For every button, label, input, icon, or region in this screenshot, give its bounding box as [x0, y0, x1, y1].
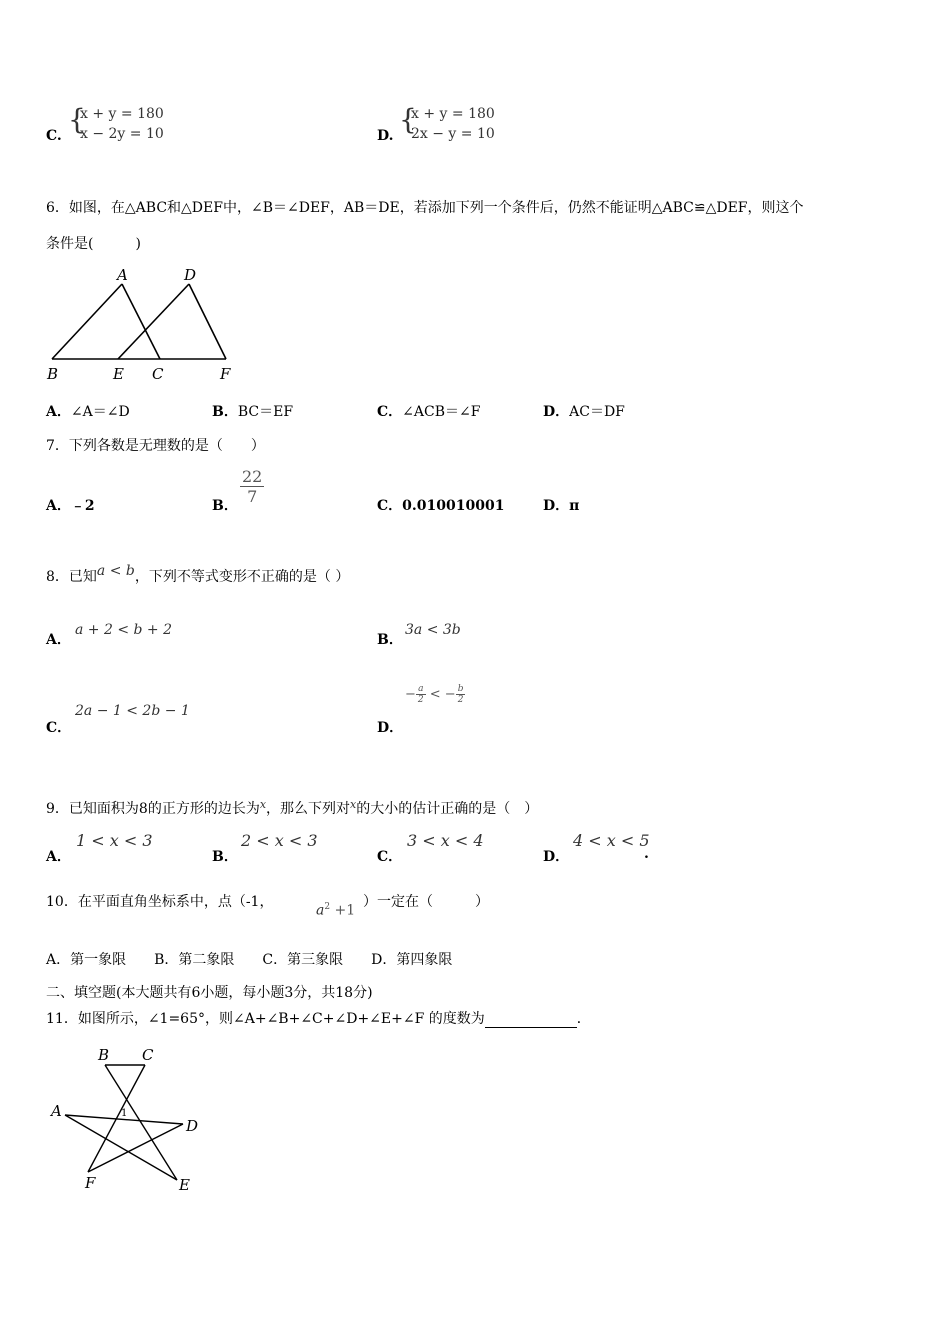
q9-option-c-math: 3 < x < 4 — [407, 831, 484, 850]
q5-option-d-brace: { — [399, 103, 417, 136]
q8-stem-math: a < b — [96, 563, 135, 579]
q8-option-a-math: a + 2 < b + 2 — [75, 622, 173, 638]
q9-option-a-label: A． — [46, 849, 71, 865]
q6-stem-line2: 条件是( ) — [46, 236, 141, 252]
q5-option-d-system — [411, 104, 495, 144]
q8-stem: 8．已知a < b，下列不等式变形不正确的是（ ） — [46, 563, 350, 585]
q5-option-c-brace: { — [68, 103, 86, 136]
q7-fraction-denominator: 7 — [247, 487, 258, 506]
q9-option-d-math: 4 < x < 5 — [573, 831, 650, 850]
q11-label-angle-1: 1 — [121, 1108, 128, 1119]
q6-label-f: F — [220, 365, 231, 383]
q9-stem: 9．已知面积为8的正方形的边长为$^x$，那么下列对$^x$的大小的估计正确的是（ ） — [46, 798, 539, 817]
q11-label-e: E — [179, 1176, 190, 1194]
q6-option-c: C．∠ACB＝∠F — [377, 404, 481, 420]
q6-label-a: A — [117, 266, 128, 284]
q11-stem: 11．如图所示，∠1=65°，则∠A+∠B+∠C+∠D+∠E+∠F 的度数为 ． — [46, 1011, 591, 1027]
q11-label-b: B — [98, 1046, 110, 1064]
q6-option-d: D．AC＝DF — [543, 404, 625, 420]
q6-triangle-figure — [40, 262, 240, 388]
q10-math: $a^2 +1$ — [316, 902, 356, 919]
q8-option-a-label: A． — [46, 632, 71, 648]
q11-label-a: A — [51, 1102, 62, 1120]
q8-option-b-label: B． — [377, 632, 403, 648]
q8-option-c-label: C． — [46, 720, 72, 736]
q5-option-c-system — [80, 104, 164, 144]
q8-option-d-math: − $\frac{a}{2}$ < − $\frac{b}{2}$ — [405, 684, 464, 705]
q5-option-d-eq1: x + y = 180 — [411, 106, 495, 122]
q5-option-c-eq1: x + y = 180 — [80, 106, 164, 122]
q7-stem: 7．下列各数是无理数的是（ ） — [46, 438, 265, 454]
q11-answer-blank[interactable] — [485, 1013, 577, 1028]
q9-option-a-math: 1 < x < 3 — [76, 831, 153, 850]
q9-option-d-label: D． — [543, 849, 570, 865]
q9-option-b-label: B． — [212, 849, 238, 865]
q6-label-b: B — [47, 365, 59, 383]
q7-fraction-numerator: 22 — [242, 467, 263, 486]
q7-option-a: A．﹣2 — [46, 498, 95, 514]
q6-label-c: C — [152, 365, 164, 383]
q6-segment-ab — [52, 284, 122, 359]
q6-stem-line1: 6．如图，在△ABC和△DEF中，∠B＝∠DEF，AB＝DE，若添加下列一个条件后，仍然不能证明△ABC≌△DEF，则这个 — [46, 200, 804, 216]
q11-segment-fd — [88, 1124, 183, 1172]
q10-options: A．第一象限 B．第二象限 C．第三象限 D．第四象限 — [46, 952, 453, 968]
q5-option-d-label: D. — [377, 128, 394, 144]
q9-end-period: . — [644, 846, 649, 862]
section-2-heading: 二、填空题(本大题共有6小题，每小题3分，共18分) — [46, 985, 373, 1001]
q6-label-e: E — [113, 365, 124, 383]
q5-option-d-eq2: 2x − y = 10 — [411, 126, 495, 142]
q8-option-c-math: 2a − 1 < 2b − 1 — [75, 703, 190, 719]
q7-option-d: D．π — [543, 498, 580, 514]
q6-option-b: B．BC＝EF — [212, 404, 294, 420]
q8-option-b-math: 3a < 3b — [405, 622, 461, 638]
q11-label-c: C — [142, 1046, 154, 1064]
q11-label-f: F — [85, 1174, 96, 1192]
q9-option-b-math: 2 < x < 3 — [241, 831, 318, 850]
q11-segment-ae — [65, 1115, 177, 1180]
q8-option-d-label: D． — [377, 720, 404, 736]
q10-stem-pre: 10．在平面直角坐标系中，点（-1， — [46, 894, 274, 910]
q10-stem-post: ）一定在（ ） — [363, 894, 489, 910]
q7-option-b-fraction — [240, 467, 264, 506]
q7-option-b-label: B． — [212, 498, 238, 514]
q11-label-d: D — [186, 1117, 199, 1135]
q6-label-d: D — [184, 266, 197, 284]
q6-option-a: A．∠A＝∠D — [46, 404, 130, 420]
q6-segment-df — [189, 284, 226, 359]
q5-option-c-eq2: x − 2y = 10 — [80, 126, 164, 142]
q5-option-c-label: C. — [46, 128, 62, 144]
q7-option-c: C．0.010010001 — [377, 498, 505, 514]
q11-star-figure — [45, 1042, 215, 1198]
q9-option-c-label: C． — [377, 849, 403, 865]
